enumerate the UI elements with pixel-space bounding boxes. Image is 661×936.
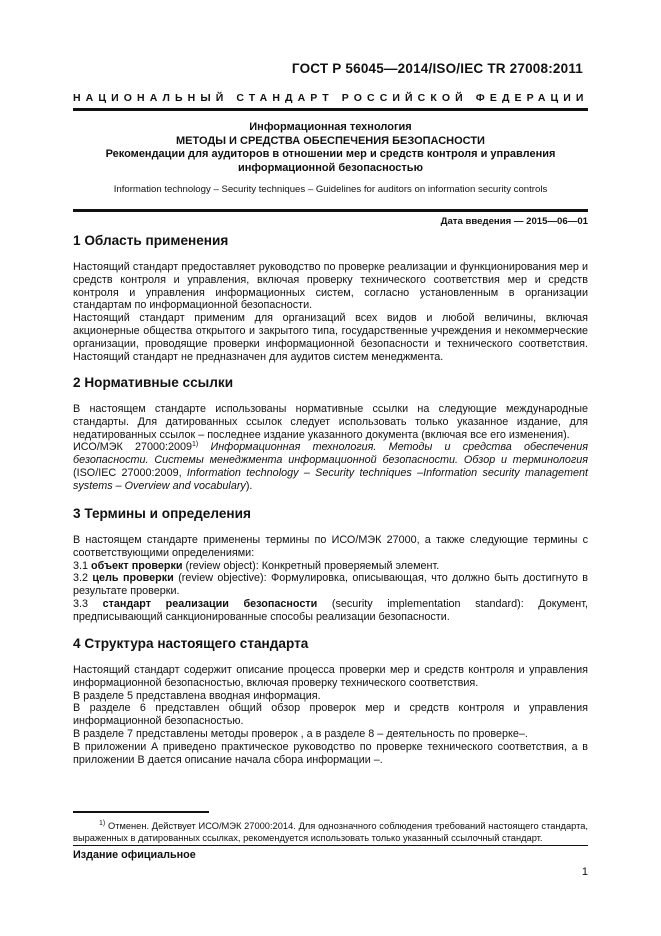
term: цель проверки	[92, 572, 174, 585]
section-1-body	[73, 261, 588, 363]
section-4-body	[73, 664, 588, 766]
page-number: 1	[581, 866, 588, 878]
paragraph: Настоящий стандарт применим для организаций всех видов и любой величины, включая акционерные общества открытого и закрытого типа, государственные учреждения и некоммерческие организации, проводящие проверки информационной безопасности и технического соответствия. Настоящий стандарт не предназначен для аудитов систем менеджмента.	[73, 312, 588, 363]
header-divider	[73, 108, 588, 111]
reference-paren-close: ).	[245, 479, 253, 492]
term-definition-text: (review objective): Формулировка, описывающая, что должно быть достигнуто в результате проверки.	[73, 572, 588, 598]
term-definition	[73, 572, 588, 598]
title-line: МЕТОДЫ И СРЕДСТВА ОБЕСПЕЧЕНИЯ БЕЗОПАСНОСТИ	[176, 134, 485, 147]
section-heading-2: 2 Нормативные ссылки	[73, 375, 234, 390]
paragraph: В разделе 6 представлен общий обзор проверок мер и средств контроля и управления информационной безопасностью.	[73, 702, 588, 728]
section-3-body	[73, 534, 588, 624]
footnote-body: Отменен. Действует ИСО/МЭК 27000:2014. Для однозначного соблюдения требований настоящего стандарта, выраженных в датированных ссылках, рекомендуется использовать только указанный ссылочный стандарт.	[73, 821, 588, 843]
paragraph: В настоящем стандарте применены термины по ИСО/МЭК 27000, а также следующие термины с соответствующими определениями:	[73, 534, 588, 559]
edition-label: Издание официальное	[73, 849, 196, 861]
section-heading-4: 4 Структура настоящего стандарта	[73, 636, 309, 651]
footnote	[73, 820, 588, 844]
title-block	[73, 121, 588, 175]
paragraph: В разделе 5 представлена вводная информация.	[73, 689, 321, 702]
reference-paren: (ISO/IEC 27000:2009,	[73, 466, 187, 479]
paragraph: В настоящем стандарте использованы нормативные ссылки на следующие международные стандарты. Для датированных ссылок следует использовать только указанное издание, для недатированных ссылок – последнее издание указанного документа (включая все его изменения).	[73, 403, 588, 441]
paragraph: Настоящий стандарт содержит описание процесса проверки мер и средств контроля и управления информационной безопасностью, включая проверку технического соответствия.	[73, 664, 588, 689]
english-title: Information technology – Security techniques – Guidelines for auditors on information security controls	[113, 184, 548, 195]
footnote-separator	[73, 811, 209, 813]
term: стандарт реализации безопасности	[102, 597, 318, 610]
term: объект проверки	[91, 559, 183, 572]
introduction-date: Дата введения — 2015—06—01	[440, 216, 588, 227]
term-definition	[73, 560, 588, 573]
title-line: Информационная технология	[249, 121, 412, 133]
national-standard-banner: НАЦИОНАЛЬНЫЙ СТАНДАРТ РОССИЙСКОЙ ФЕДЕРАЦИИ	[73, 92, 589, 104]
term-definition-text: (review object): Конкретный проверяемый элемент.	[182, 559, 440, 572]
section-heading-3: 3 Термины и определения	[73, 506, 251, 521]
footnote-marker: 1)	[99, 820, 106, 827]
paragraph: Настоящий стандарт предоставляет руководство по проверке реализации и функционирования мер и средств контроля и управления, включая проверку технического соответствия мер и средств контроля и управления информационных систем, согласно установленным в организации стандартам по информационной безопасности.	[73, 261, 588, 312]
reference-title-ru: Информационная технология. Методы и средства обеспечения безопасности. Системы менеджмента информационной безопасности. Обзор и терминология	[73, 441, 588, 467]
reference-code: ИСО/МЭК 27000:2009	[73, 441, 193, 454]
normative-reference	[73, 441, 588, 492]
document-code: ГОСТ Р 56045—2014/ISO/IEC TR 27008:2011	[291, 61, 583, 76]
title-line: Рекомендации для аудиторов в отношении мер и средств контроля и управления	[105, 148, 556, 160]
term-number: 3.1	[73, 559, 92, 572]
section-2-body	[73, 403, 588, 493]
term-number: 3.2	[73, 572, 93, 585]
footnote-marker[interactable]: 1)	[192, 441, 199, 449]
footnote-text	[73, 820, 588, 844]
reference-title-en: Information technology – Security techniques –Information security management systems – Overview and vocabulary	[73, 466, 589, 492]
term-definition	[73, 598, 588, 624]
title-divider	[73, 209, 588, 212]
term-definition-text: (security implementation standard): Документ, предписывающий санкционированные способы реализации безопасности.	[73, 597, 588, 623]
footer-divider	[73, 845, 588, 846]
paragraph: В разделе 7 представлены методы проверок , а в разделе 8 – деятельность по проверке–.	[73, 727, 528, 740]
paragraph: В приложении А приведено практическое руководство по проверке технического соответствия, а в приложении В дается описание начала сбора информации –.	[73, 740, 588, 766]
title-line: информационной безопасностью	[238, 161, 423, 174]
section-heading-1: 1 Область применения	[73, 233, 229, 248]
term-number: 3.3	[73, 597, 103, 610]
